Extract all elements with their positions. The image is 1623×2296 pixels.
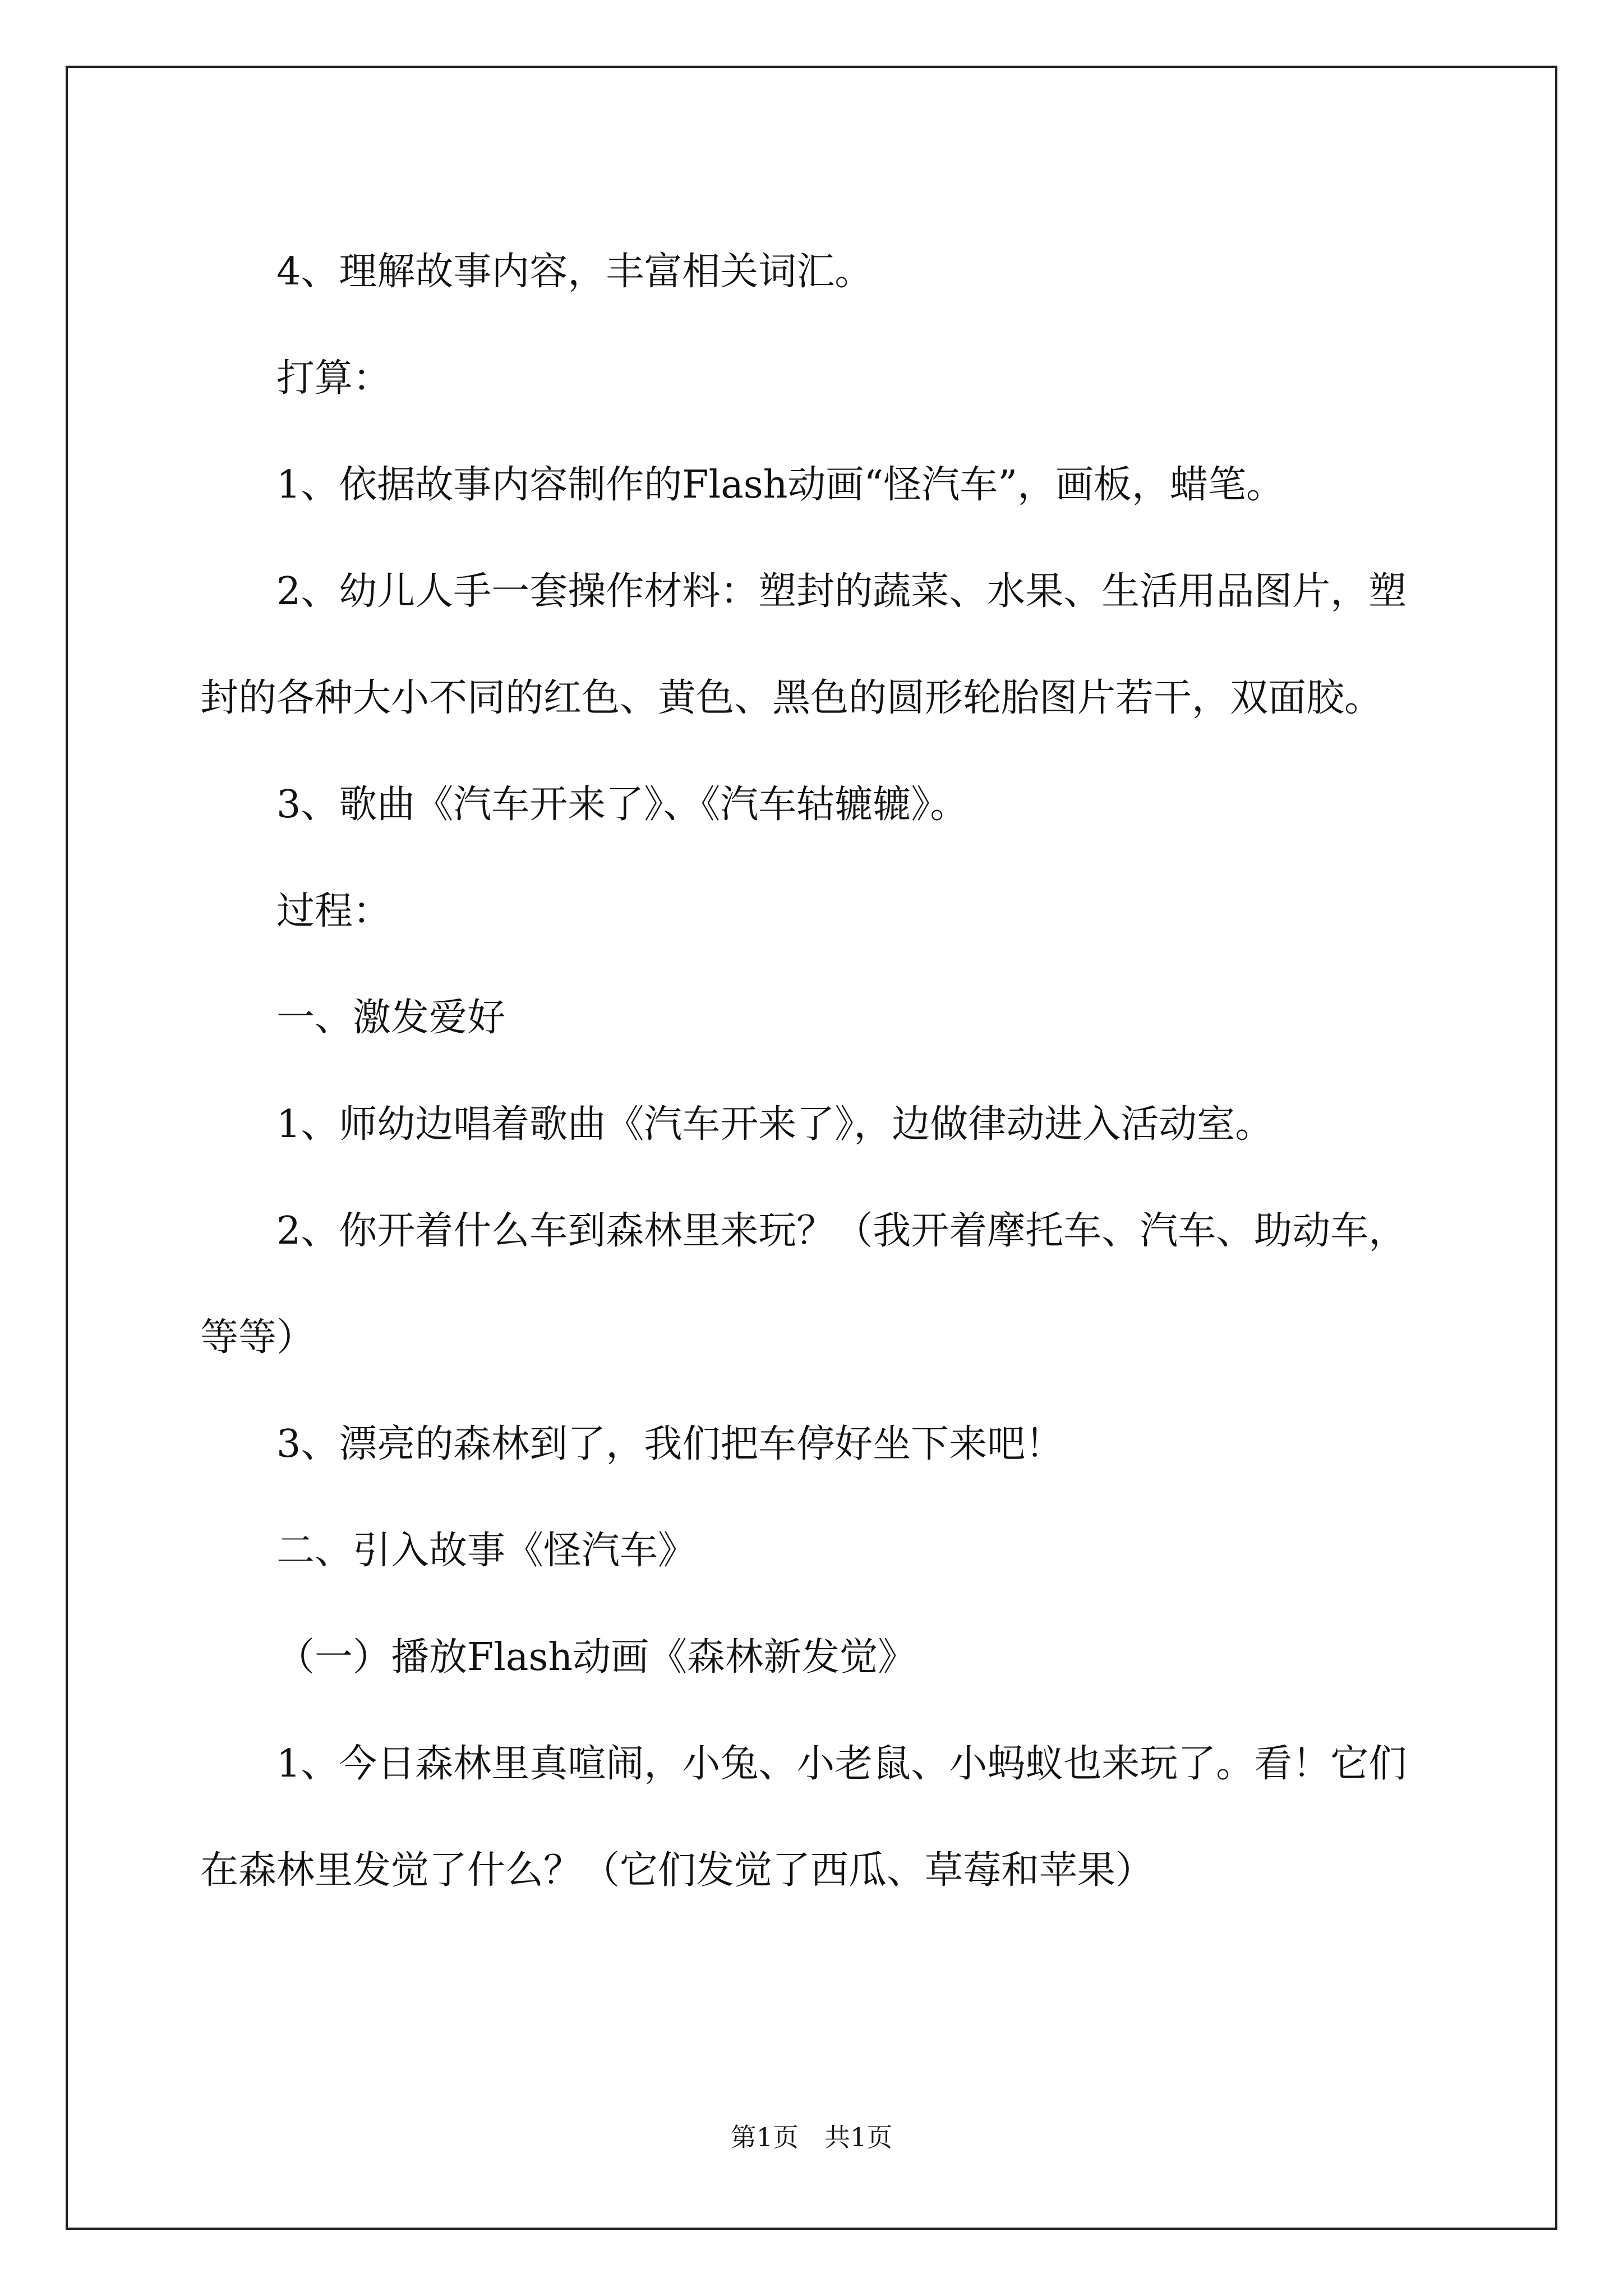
paragraph: 4、理解故事内容，丰富相关词汇。: [276, 250, 873, 294]
paragraph: 1、师幼边唱着歌曲《汽车开来了》，边做律动进入活动室。: [276, 1102, 1274, 1147]
document-body: [200, 219, 1434, 1924]
paragraph: 1、依据故事内容制作的Flash动画“怪汽车”，画板，蜡笔。: [276, 463, 1284, 507]
paragraph: 一、激发爱好: [276, 996, 506, 1040]
paragraph: 过程：: [276, 889, 391, 933]
page-footer: 第1页 共1页: [730, 2122, 893, 2152]
paragraph: 3、漂亮的森林到了，我们把车停好坐下来吧！: [276, 1422, 1064, 1466]
paragraph: 打算：: [276, 356, 391, 401]
paragraph: 1、今日森林里真喧闹，小兔、小老鼠、小蚂蚁也来玩了。看！它们在森林里发觉了什么？（它们发觉了西瓜、草莓和苹果）: [200, 1742, 1407, 1893]
paragraph: （一）播放Flash动画《森林新发觉》: [276, 1635, 916, 1680]
paragraph: 3、歌曲《汽车开来了》、《汽车轱辘辘》。: [276, 783, 969, 827]
paragraph: 2、你开着什么车到森林里来玩？（我开着摩托车、汽车、助动车，等等）: [200, 1209, 1407, 1360]
paragraph: 2、幼儿人手一套操作材料：塑封的蔬菜、水果、生活用品图片，塑封的各种大小不同的红色、黄色、黑色的圆形轮胎图片若干，双面胶。: [200, 569, 1407, 720]
paragraph: 二、引入故事《怪汽车》: [276, 1529, 697, 1573]
